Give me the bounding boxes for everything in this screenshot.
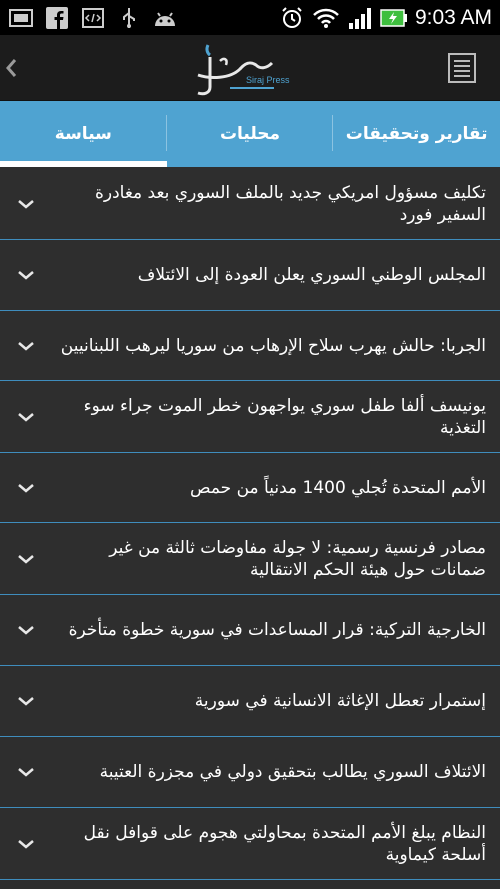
chevron-down-icon[interactable] bbox=[16, 766, 36, 778]
gallery-icon bbox=[8, 7, 34, 29]
system-icons bbox=[279, 6, 492, 30]
back-chevron-icon[interactable] bbox=[4, 53, 18, 83]
chevron-down-icon[interactable] bbox=[16, 198, 36, 210]
tab-label: تقارير وتحقيقات bbox=[345, 124, 488, 144]
chevron-down-icon[interactable] bbox=[16, 624, 36, 636]
news-item[interactable] bbox=[0, 381, 500, 453]
news-title: الخارجية التركية: قرار المساعدات في سورية خطوة متأخرة bbox=[68, 620, 486, 640]
news-item[interactable] bbox=[0, 737, 500, 808]
tab-reports[interactable] bbox=[333, 101, 500, 167]
app-header bbox=[0, 35, 500, 101]
android-icon bbox=[152, 7, 178, 29]
chevron-down-icon[interactable] bbox=[16, 269, 36, 281]
tab-politics[interactable] bbox=[0, 101, 167, 167]
alarm-icon bbox=[279, 7, 305, 29]
news-title: الجربا: حالش يهرب سلاح الإرهاب من سوريا ليرهب اللبنانيين bbox=[60, 335, 486, 356]
news-title: النظام يبلغ الأمم المتحدة بمحاولتي هجوم على قوافل نقل أسلحة كيماوية bbox=[83, 822, 486, 865]
news-list bbox=[0, 168, 500, 880]
news-item[interactable] bbox=[0, 523, 500, 595]
news-title: تكليف مسؤول امريكي جديد بالملف السوري بعد مغادرة السفير فورد bbox=[94, 182, 486, 225]
tab-local[interactable] bbox=[167, 101, 334, 167]
chevron-down-icon[interactable] bbox=[16, 695, 36, 707]
tab-label: سياسة bbox=[54, 124, 112, 144]
news-item[interactable] bbox=[0, 808, 500, 880]
news-title: مصادر فرنسية رسمية: لا جولة مفاوضات ثالثة من غير ضمانات حول هيئة الحكم الانتقالية bbox=[109, 537, 486, 580]
status-time: 9:03 AM bbox=[414, 5, 492, 29]
news-title: يونيسف ألفا طفل سوري يواجهون خطر الموت جراء سوء التغذية bbox=[83, 395, 486, 438]
news-title: المجلس الوطني السوري يعلن العودة إلى الائتلاف bbox=[137, 265, 486, 285]
signal-icon bbox=[347, 7, 373, 29]
news-title: إستمرار تعطل الإغاثة الانسانية في سورية bbox=[194, 691, 486, 711]
battery-charging-icon bbox=[381, 7, 407, 29]
category-tabs bbox=[0, 101, 500, 167]
news-item[interactable] bbox=[0, 595, 500, 666]
wifi-icon bbox=[313, 7, 339, 29]
chevron-down-icon[interactable] bbox=[16, 838, 36, 850]
news-item[interactable] bbox=[0, 453, 500, 523]
code-icon bbox=[80, 7, 106, 29]
news-item[interactable] bbox=[0, 666, 500, 737]
news-item[interactable] bbox=[0, 311, 500, 381]
siraj-logo bbox=[190, 39, 290, 97]
menu-icon[interactable] bbox=[448, 53, 476, 83]
chevron-down-icon[interactable] bbox=[16, 411, 36, 423]
facebook-icon bbox=[44, 7, 70, 29]
chevron-down-icon[interactable] bbox=[16, 482, 36, 494]
logo-text: Siraj Press bbox=[246, 75, 290, 85]
news-item[interactable] bbox=[0, 240, 500, 311]
news-item[interactable] bbox=[0, 168, 500, 240]
status-bar bbox=[0, 0, 500, 35]
notification-icons bbox=[8, 7, 178, 29]
chevron-down-icon[interactable] bbox=[16, 553, 36, 565]
chevron-down-icon[interactable] bbox=[16, 340, 36, 352]
news-title: الائتلاف السوري يطالب بتحقيق دولي في مجزرة العتيبة bbox=[99, 762, 486, 782]
tab-label: محليات bbox=[219, 124, 281, 144]
usb-icon bbox=[116, 7, 142, 29]
news-title: الأمم المتحدة تُجلي 1400 مدنياً من حمص bbox=[190, 477, 486, 498]
